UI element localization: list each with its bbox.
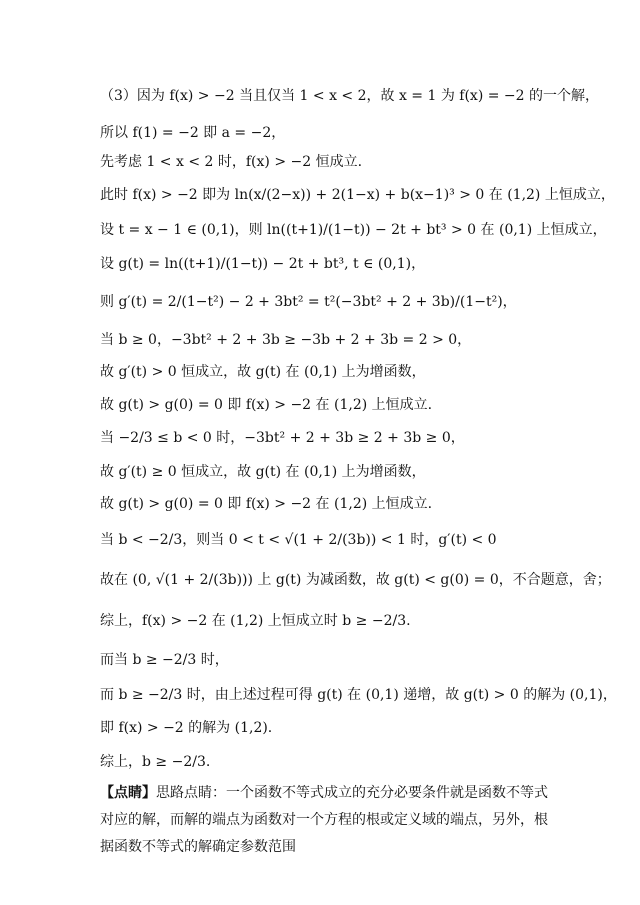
solution-line-7: 则 g′(t) = 2/(1−t²) − 2 + 3bt² = t²(−3bt² + 2 + 3b)/(1−t²)， bbox=[100, 294, 517, 310]
comment-text: 思路点睛：一个函数不等式成立的充分必要条件就是函数不等式对应的解，而解的端点为函数对一个方程的根或定义域的端点，另外，根据函数不等式的解确定参数范围 bbox=[100, 785, 548, 855]
solution-line-14: 当 b < −2/3，则当 0 < t < √(1 + 2/(3b)) < 1 时，g′(t) < 0 bbox=[100, 532, 497, 548]
solution-line-6: 设 g(t) = ln((t+1)/(1−t)) − 2t + bt³, t ∈ (0,1)， bbox=[100, 256, 426, 272]
solution-line-12: 故 g′(t) ≥ 0 恒成立，故 g(t) 在 (0,1) 上为增函数， bbox=[100, 464, 426, 480]
solution-line-10: 故 g(t) > g(0) = 0 即 f(x) > −2 在 (1,2) 上恒成立. bbox=[100, 397, 433, 413]
solution-line-15: 故在 (0, √(1 + 2/(3b))) 上 g(t) 为减函数，故 g(t) < g(0) = 0，不合题意，舍； bbox=[100, 572, 611, 588]
solution-line-11: 当 −2/3 ≤ b < 0 时，−3bt² + 2 + 3b ≥ 2 + 3b ≥ 0， bbox=[100, 430, 465, 446]
solution-line-1: （3）因为 f(x) > −2 当且仅当 1 < x < 2，故 x = 1 为 f(x) = −2 的一个解， bbox=[100, 88, 600, 104]
solution-line-5: 设 t = x − 1 ∈ (0,1)，则 ln((t+1)/(1−t)) − 2t + bt³ > 0 在 (0,1) 上恒成立， bbox=[100, 222, 607, 238]
solution-line-9: 故 g′(t) > 0 恒成立，故 g(t) 在 (0,1) 上为增函数， bbox=[100, 364, 426, 380]
solution-line-20: 综上，b ≥ −2/3. bbox=[100, 754, 211, 770]
solution-line-19: 即 f(x) > −2 的解为 (1,2). bbox=[100, 720, 273, 736]
solution-line-4: 此时 f(x) > −2 即为 ln(x/(2−x)) + 2(1−x) + b(x−1)³ > 0 在 (1,2) 上恒成立， bbox=[100, 187, 615, 203]
comment-title: 【点睛】 bbox=[100, 785, 156, 801]
solution-line-3: 先考虑 1 < x < 2 时，f(x) > −2 恒成立. bbox=[100, 154, 363, 170]
solution-line-8: 当 b ≥ 0，−3bt² + 2 + 3b ≥ −3b + 2 + 3b = 2 > 0， bbox=[100, 332, 472, 348]
solution-line-16: 综上，f(x) > −2 在 (1,2) 上恒成立时 b ≥ −2/3. bbox=[100, 613, 411, 629]
solution-line-13: 故 g(t) > g(0) = 0 即 f(x) > −2 在 (1,2) 上恒成立. bbox=[100, 496, 433, 512]
comment-block bbox=[100, 780, 548, 861]
solution-line-2: 所以 f(1) = −2 即 a = −2， bbox=[100, 125, 286, 141]
solution-line-17: 而当 b ≥ −2/3 时， bbox=[100, 652, 229, 668]
solution-line-18: 而 b ≥ −2/3 时，由上述过程可得 g(t) 在 (0,1) 递增，故 g(t) > 0 的解为 (0,1)， bbox=[100, 687, 617, 703]
